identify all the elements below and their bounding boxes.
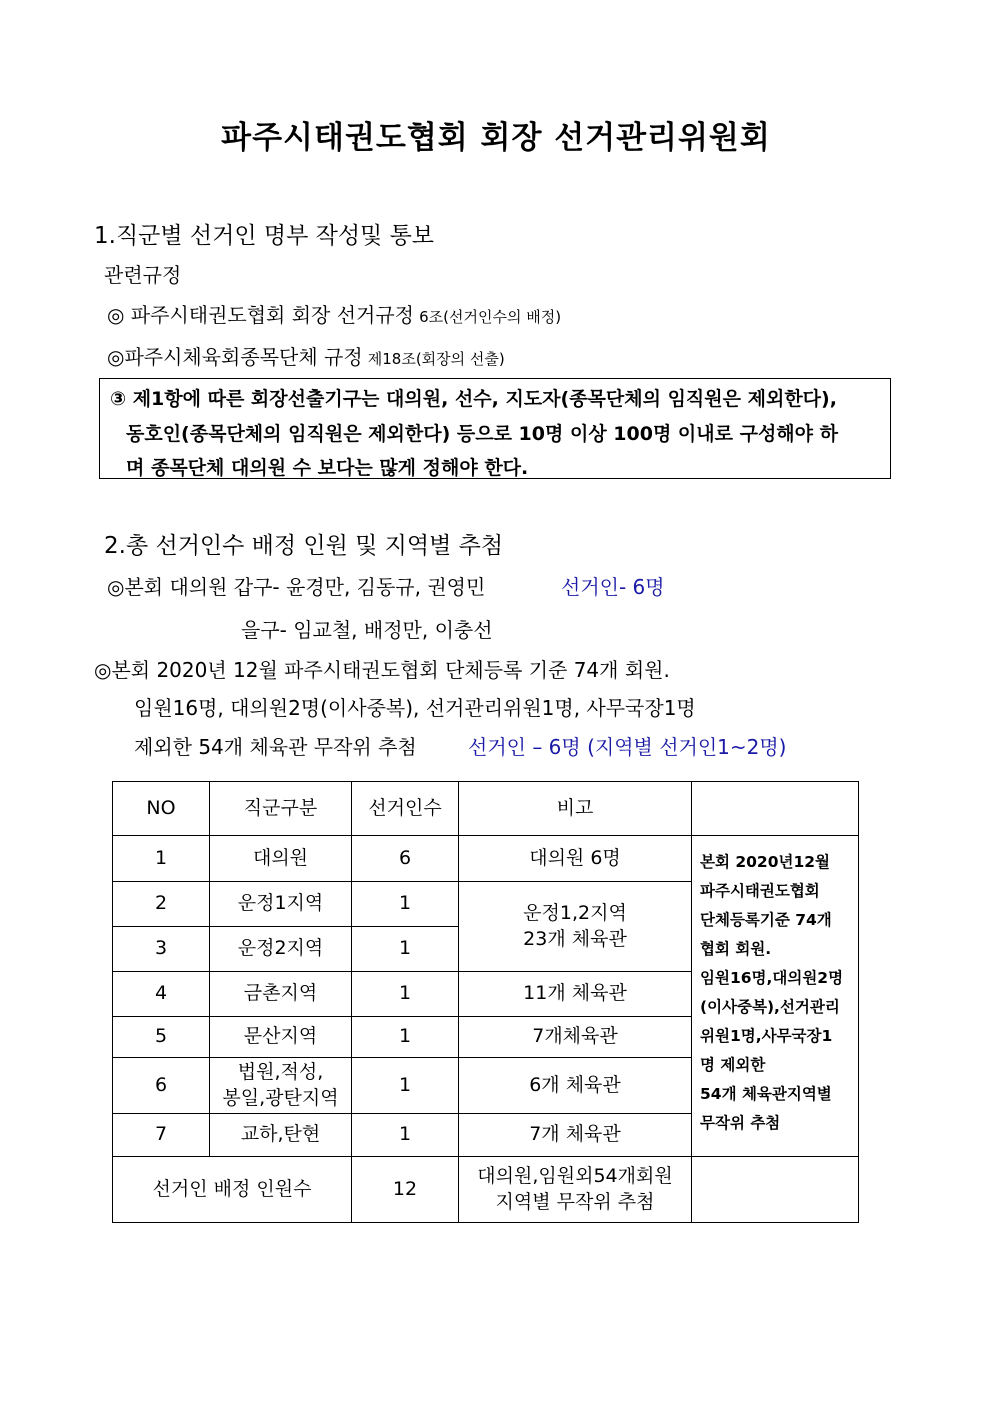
- table-row: [113, 836, 859, 882]
- header-group: 직군구분: [210, 782, 352, 836]
- row-group: 교하,탄현: [210, 1114, 352, 1157]
- total-note: [459, 1157, 692, 1223]
- row-no: 1: [113, 836, 210, 882]
- rule-quote-line-2: 동호인(종목단체의 임직원은 제외한다) 등으로 10명 이상 100명 이내로 구성해야 하: [126, 423, 838, 445]
- rule-1: [107, 299, 561, 328]
- row-group: 운정1지역: [210, 882, 352, 927]
- row-group-line: 법원,적성,: [237, 1060, 324, 1083]
- total-note-line: 지역별 무작위 추첨: [495, 1190, 655, 1213]
- row-no: 4: [113, 972, 210, 1017]
- header-blank: [692, 782, 859, 836]
- row-note: 6개 체육관: [459, 1058, 692, 1114]
- side-note-line: (이사중복),선거관리: [700, 998, 840, 1016]
- row-count: 1: [352, 882, 459, 927]
- side-note-line: 명 제외한: [700, 1056, 766, 1074]
- row-note-line: 23개 체육관: [523, 927, 627, 950]
- remaining-voters: 선거인 – 6명 (지역별 선거인1~2명): [468, 735, 787, 759]
- row-group: 대의원: [210, 836, 352, 882]
- row-no: 6: [113, 1058, 210, 1114]
- row-count: 1: [352, 1058, 459, 1114]
- delegates-line-1: ◎본회 대의원 갑구- 윤경만, 김동규, 권영민: [107, 575, 486, 599]
- total-blank: [692, 1157, 859, 1223]
- section1-heading: 1.직군별 선거인 명부 작성및 통보: [94, 223, 435, 249]
- row-group-line: 봉일,광탄지역: [222, 1086, 339, 1109]
- total-count: 12: [352, 1157, 459, 1223]
- rule-2-ref: 제18조(회장의 선출): [367, 350, 505, 368]
- side-note-line: 본회 2020년12월: [700, 853, 830, 871]
- excluded-line: 임원16명, 대의원2명(이사중복), 선거관리위원1명, 사무국장1명: [134, 696, 696, 720]
- rule-2-main: ◎파주시체육회종목단체 규정: [107, 345, 363, 369]
- side-note-line: 위원1명,사무국장1: [700, 1027, 833, 1045]
- rule-quote-line-1: ③ 제1항에 따른 회장선출기구는 대의원, 선수, 지도자(종목단체의 임직원은 제외한다),: [110, 388, 837, 410]
- total-note-line: 대의원,임원외54개회원: [477, 1164, 673, 1187]
- side-note: [692, 836, 859, 1157]
- row-note: 11개 체육관: [459, 972, 692, 1017]
- row-count: 1: [352, 1017, 459, 1058]
- row-no: 7: [113, 1114, 210, 1157]
- row-group: 금촌지역: [210, 972, 352, 1017]
- row-note: [459, 882, 692, 972]
- members-line: ◎본회 2020년 12월 파주시태권도협회 단체등록 기준 74개 회원.: [94, 658, 670, 682]
- section2-heading: 2.총 선거인수 배정 인원 및 지역별 추첨: [104, 533, 504, 559]
- row-note: 대의원 6명: [459, 836, 692, 882]
- row-note-line: 운정1,2지역: [523, 901, 627, 924]
- related-rules-label: 관련규정: [104, 263, 182, 287]
- row-group: 운정2지역: [210, 927, 352, 972]
- row-group: 문산지역: [210, 1017, 352, 1058]
- row-no: 3: [113, 927, 210, 972]
- page-title: 파주시태권도협회 회장 선거관리위원회: [221, 120, 771, 156]
- row-no: 2: [113, 882, 210, 927]
- voter-allocation-table: [112, 781, 859, 1223]
- rule-1-main: ◎ 파주시태권도협회 회장 선거규정: [107, 303, 415, 327]
- side-note-line: 협회 회원.: [700, 940, 772, 958]
- row-note: 7개체육관: [459, 1017, 692, 1058]
- table-header-row: [113, 782, 859, 836]
- row-group: [210, 1058, 352, 1114]
- delegates-line-2: 을구- 임교철, 배정만, 이충선: [241, 618, 493, 642]
- row-count: 1: [352, 1114, 459, 1157]
- rule-2: [107, 341, 505, 370]
- delegates-voters: 선거인- 6명: [561, 575, 665, 599]
- rule-quote-line-3: 며 종목단체 대의원 수 보다는 많게 정해야 한다.: [126, 457, 529, 479]
- rule-1-ref: 6조(선거인수의 배정): [419, 308, 562, 326]
- side-note-line: 단체등록기준 74개: [700, 911, 832, 929]
- row-note: 7개 체육관: [459, 1114, 692, 1157]
- total-label: 선거인 배정 인원수: [113, 1157, 352, 1223]
- rule-quote-box: [99, 378, 891, 479]
- table-total-row: [113, 1157, 859, 1223]
- row-count: 1: [352, 927, 459, 972]
- remaining-line: 제외한 54개 체육관 무작위 추첨: [134, 735, 417, 759]
- side-note-line: 임원16명,대의원2명: [700, 969, 844, 987]
- side-note-line: 54개 체육관지역별: [700, 1085, 832, 1103]
- side-note-line: 파주시태권도협회: [700, 882, 820, 900]
- row-count: 1: [352, 972, 459, 1017]
- row-no: 5: [113, 1017, 210, 1058]
- row-count: 6: [352, 836, 459, 882]
- header-no: NO: [113, 782, 210, 836]
- side-note-line: 무작위 추첨: [700, 1114, 781, 1132]
- header-count: 선거인수: [352, 782, 459, 836]
- header-note: 비고: [459, 782, 692, 836]
